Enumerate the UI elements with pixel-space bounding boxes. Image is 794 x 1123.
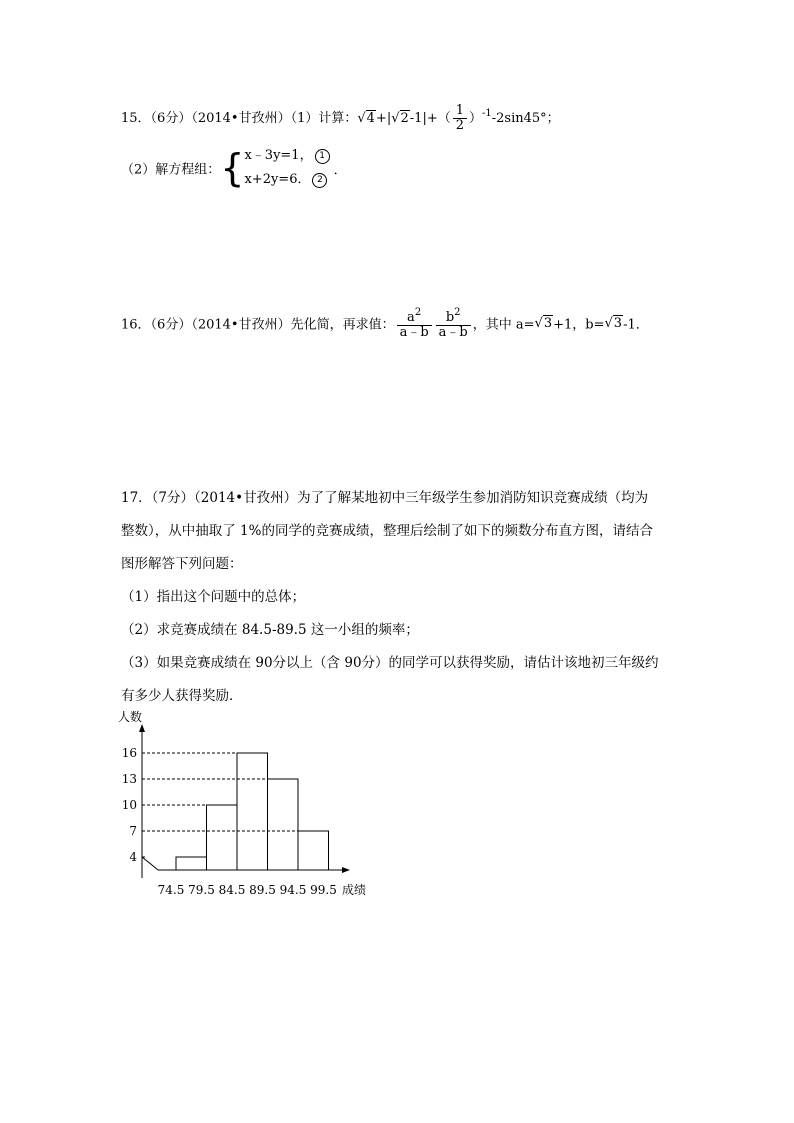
q17-line2: 整数），从中抽取了 1%的同学的竞赛成绩，整理后绘制了如下的频数分布直方图，请结合 — [121, 523, 653, 539]
sqrt-2: √2 — [391, 111, 409, 126]
x-tick-label-89.5: 89.5 — [249, 883, 276, 897]
q15-exponent: -1 — [482, 108, 492, 119]
x-tick-label-74.5: 74.5 — [157, 883, 185, 897]
y-tick-label-16: 16 — [121, 746, 137, 760]
q15-expr-b: +| — [375, 111, 392, 126]
q15-expr-f: -2sin45°； — [491, 111, 560, 126]
q15-expr-e: ） — [469, 111, 483, 126]
question-17-text — [121, 482, 681, 713]
equation-2: x+2y=6． 2 — [244, 172, 327, 187]
q16-b-tail: -1． — [623, 317, 649, 333]
y-tick-label-10: 10 — [121, 798, 137, 812]
q15-head: 15．（6分）（2014•甘孜州）（1）计算： — [121, 111, 358, 126]
y-tick-label-7: 7 — [129, 824, 137, 838]
y-axis-label: 人数 — [118, 710, 143, 724]
histogram-bar-1 — [176, 857, 207, 870]
q17-item1: （1）指出这个问题中的总体； — [121, 589, 306, 605]
equation-1: x﹣3y=1， 1 — [244, 148, 329, 163]
question-16 — [121, 306, 649, 340]
fraction-one-half: $\frac{1}{2}$ — [453, 104, 467, 133]
q15-tail: ． — [333, 162, 347, 178]
y-axis-arrow — [139, 724, 145, 732]
question-15-line1 — [121, 103, 560, 133]
sqrt-3-a: √3 — [534, 315, 553, 331]
q15-part2-label: （2）解方程组： — [121, 162, 221, 178]
x-tick-label-79.5: 79.5 — [188, 883, 215, 897]
sqrt-3-b: √3 — [604, 315, 623, 331]
question-15-part2 — [121, 144, 347, 192]
q17-item2: （2）求竞赛成绩在 84.5-89.5 这一小组的频率； — [121, 622, 419, 638]
x-tick-label-84.5: 84.5 — [218, 883, 246, 897]
x-axis-arrow — [342, 867, 350, 873]
axis-break-mark — [142, 857, 158, 870]
sqrt-4: √4 — [357, 111, 375, 126]
fraction-b2: $\frac{b^2}{a﹣b}$ — [436, 306, 471, 340]
histogram-bar-2 — [207, 805, 238, 870]
y-tick-label-4: 4 — [129, 850, 137, 864]
q17-item3a: （3）如果竞赛成绩在 90分以上（含 90分）的同学可以获得奖励，请估计该地初三年级约 — [121, 655, 659, 671]
q17-line1: 17．（7分）（2014•甘孜州）为了了解某地初中三年级学生参加消防知识竞赛成绩（均为 — [121, 490, 649, 506]
x-tick-label-94.5: 94.5 — [279, 883, 307, 897]
y-tick-label-13: 13 — [121, 772, 137, 786]
q17-item3b: 有多少人获得奖励． — [121, 688, 243, 704]
x-axis-label: 成绩 — [342, 883, 367, 897]
system-brace: { — [220, 146, 245, 190]
x-tick-label-99.5: 99.5 — [310, 883, 337, 897]
frequency-histogram — [110, 700, 390, 900]
histogram-bar-3 — [237, 753, 268, 870]
histogram-bar-5 — [298, 831, 329, 870]
circled-number-2: 2 — [312, 173, 327, 188]
q16-head: 16．（6分）（2014•甘孜州）先化简，再求值： — [121, 317, 395, 333]
histogram-bar-4 — [268, 779, 299, 870]
fraction-a2: $\frac{a^2}{a﹣b}$ — [397, 306, 432, 340]
q17-line3: 图形解答下列问题： — [121, 556, 243, 572]
circled-number-1: 1 — [315, 149, 330, 164]
q16-a-tail: +1，b= — [553, 317, 605, 333]
q15-expr-d: -1|+（ — [409, 111, 451, 126]
equation-system — [244, 144, 329, 192]
q16-mid: ，其中 a= — [472, 317, 535, 333]
